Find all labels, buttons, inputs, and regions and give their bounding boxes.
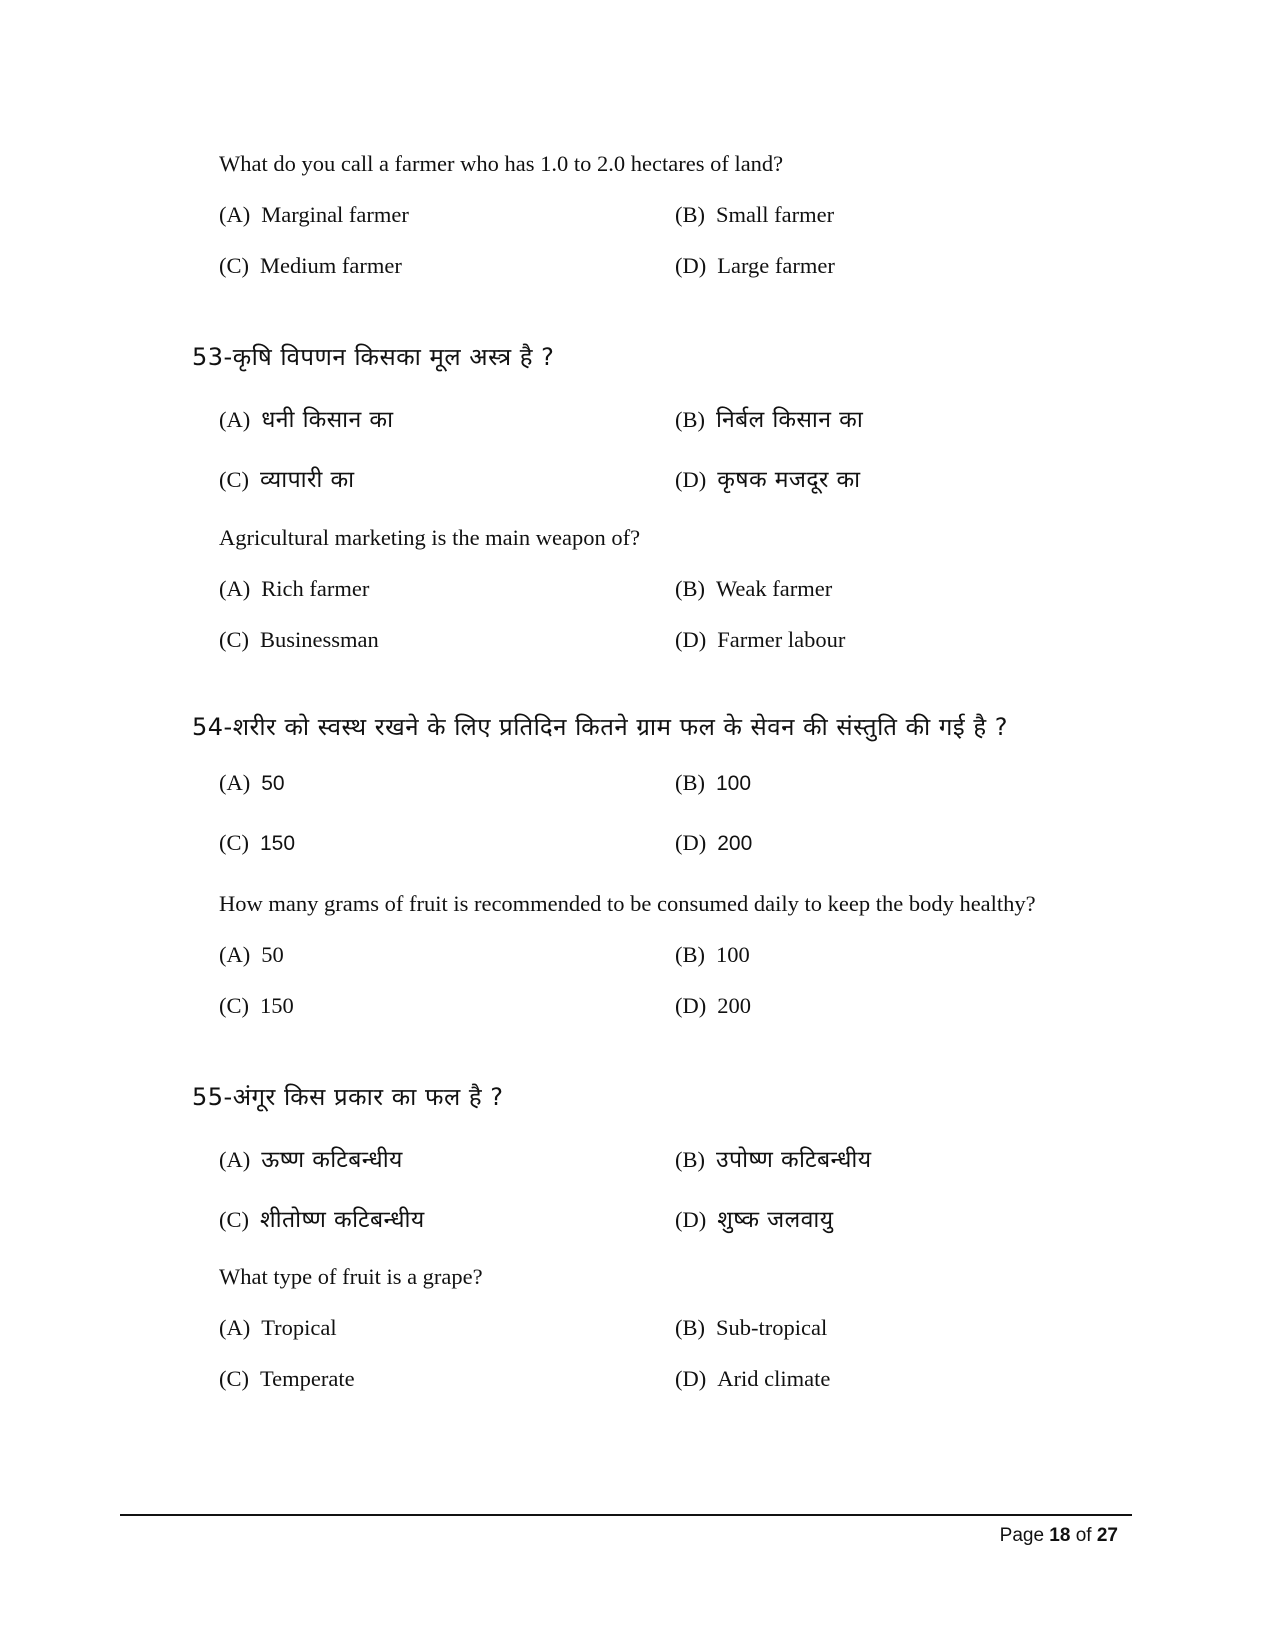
option-c: [219, 253, 402, 279]
page-total: 27: [1096, 1525, 1118, 1546]
option-a: [219, 402, 393, 434]
option-text: 100: [716, 772, 752, 795]
option-a: [219, 576, 369, 602]
option-c: [219, 462, 354, 494]
option-b: [675, 576, 832, 602]
option-label: (A): [219, 202, 251, 227]
option-b: [675, 202, 834, 228]
option-c: [219, 627, 379, 653]
option-label: (D): [675, 1207, 707, 1232]
option-label: (A): [219, 770, 251, 795]
option-text: Medium farmer: [260, 253, 402, 278]
option-text: Sub-tropical: [716, 1315, 828, 1340]
option-c: [219, 1202, 425, 1234]
option-a: [219, 1315, 337, 1341]
option-label: (A): [219, 1147, 251, 1172]
option-d: [675, 830, 752, 856]
question-52-english: What do you call a farmer who has 1.0 to 2.0 hectares of land?: [219, 151, 784, 176]
option-label: (C): [219, 1207, 249, 1232]
option-label: (B): [675, 770, 705, 795]
option-label: (D): [675, 830, 707, 855]
option-text: शीतोष्ण कटिबन्धीय: [260, 1207, 425, 1233]
option-d: [675, 993, 751, 1019]
option-label: (B): [675, 1147, 705, 1172]
option-b: [675, 1315, 827, 1341]
page-current: 18: [1049, 1525, 1071, 1546]
option-b: [675, 402, 863, 434]
page-number: [1000, 1525, 1118, 1547]
option-c: [219, 1366, 355, 1392]
option-b: [675, 770, 751, 796]
option-a: [219, 202, 409, 228]
option-a: [219, 770, 285, 796]
option-text: 150: [260, 993, 294, 1018]
option-text: 150: [260, 832, 296, 855]
option-text: 200: [717, 832, 753, 855]
option-d: [675, 1366, 830, 1392]
option-label: (D): [675, 1366, 707, 1391]
option-text: कृषक मजदूर का: [717, 467, 861, 493]
option-label: (B): [675, 1315, 705, 1340]
option-text: ऊष्ण कटिबन्धीय: [261, 1147, 403, 1173]
page-of: of: [1075, 1525, 1092, 1546]
option-label: (C): [219, 1366, 249, 1391]
question-53-hindi: 53-कृषि विपणन किसका मूल अस्त्र है ?: [192, 343, 555, 371]
option-text: उपोष्ण कटिबन्धीय: [716, 1147, 872, 1173]
option-text: Small farmer: [716, 202, 835, 227]
option-label: (D): [675, 627, 707, 652]
option-label: (C): [219, 993, 249, 1018]
footer-divider: [120, 1514, 1132, 1516]
option-d: [675, 253, 835, 279]
option-label: (C): [219, 830, 249, 855]
option-c: [219, 830, 295, 856]
page-prefix: Page: [999, 1525, 1045, 1546]
option-label: (B): [675, 407, 705, 432]
option-text: 50: [261, 942, 284, 967]
option-text: निर्बल किसान का: [716, 407, 864, 433]
option-label: (C): [219, 467, 249, 492]
option-text: शुष्क जलवायु: [717, 1207, 834, 1233]
question-54-hindi: 54-शरीर को स्वस्थ रखने के लिए प्रतिदिन कितने ग्राम फल के सेवन की संस्तुति की गई है ?: [192, 713, 1008, 741]
option-label: (B): [675, 202, 705, 227]
option-text: Weak farmer: [716, 576, 833, 601]
option-label: (A): [219, 1315, 251, 1340]
option-text: Farmer labour: [717, 627, 846, 652]
option-text: Temperate: [260, 1366, 355, 1391]
option-label: (D): [675, 253, 707, 278]
option-label: (D): [675, 467, 707, 492]
option-text: Arid climate: [717, 1366, 831, 1391]
option-text: Businessman: [260, 627, 379, 652]
option-text: 100: [716, 942, 750, 967]
option-label: (B): [675, 942, 705, 967]
option-c: [219, 993, 294, 1019]
option-text: Marginal farmer: [261, 202, 409, 227]
question-55-hindi: 55-अंगूर किस प्रकार का फल है ?: [192, 1083, 504, 1111]
option-text: 200: [717, 993, 751, 1018]
option-label: (D): [675, 993, 707, 1018]
question-53-english: Agricultural marketing is the main weapon of?: [219, 525, 641, 550]
option-label: (A): [219, 942, 251, 967]
option-b: [675, 942, 750, 968]
option-label: (C): [219, 627, 249, 652]
question-55-english: What type of fruit is a grape?: [219, 1264, 483, 1289]
option-text: Large farmer: [717, 253, 835, 278]
option-text: धनी किसान का: [261, 407, 394, 433]
option-d: [675, 1202, 833, 1234]
option-text: 50: [261, 772, 285, 795]
option-a: [219, 942, 284, 968]
option-text: व्यापारी का: [260, 467, 355, 493]
option-text: Tropical: [261, 1315, 337, 1340]
option-label: (B): [675, 576, 705, 601]
option-a: [219, 1142, 403, 1174]
option-text: Rich farmer: [261, 576, 370, 601]
option-d: [675, 627, 845, 653]
option-b: [675, 1142, 872, 1174]
option-label: (A): [219, 407, 251, 432]
question-54-english: How many grams of fruit is recommended to be consumed daily to keep the body healthy?: [219, 891, 1036, 916]
option-label: (A): [219, 576, 251, 601]
option-label: (C): [219, 253, 249, 278]
option-d: [675, 462, 861, 494]
